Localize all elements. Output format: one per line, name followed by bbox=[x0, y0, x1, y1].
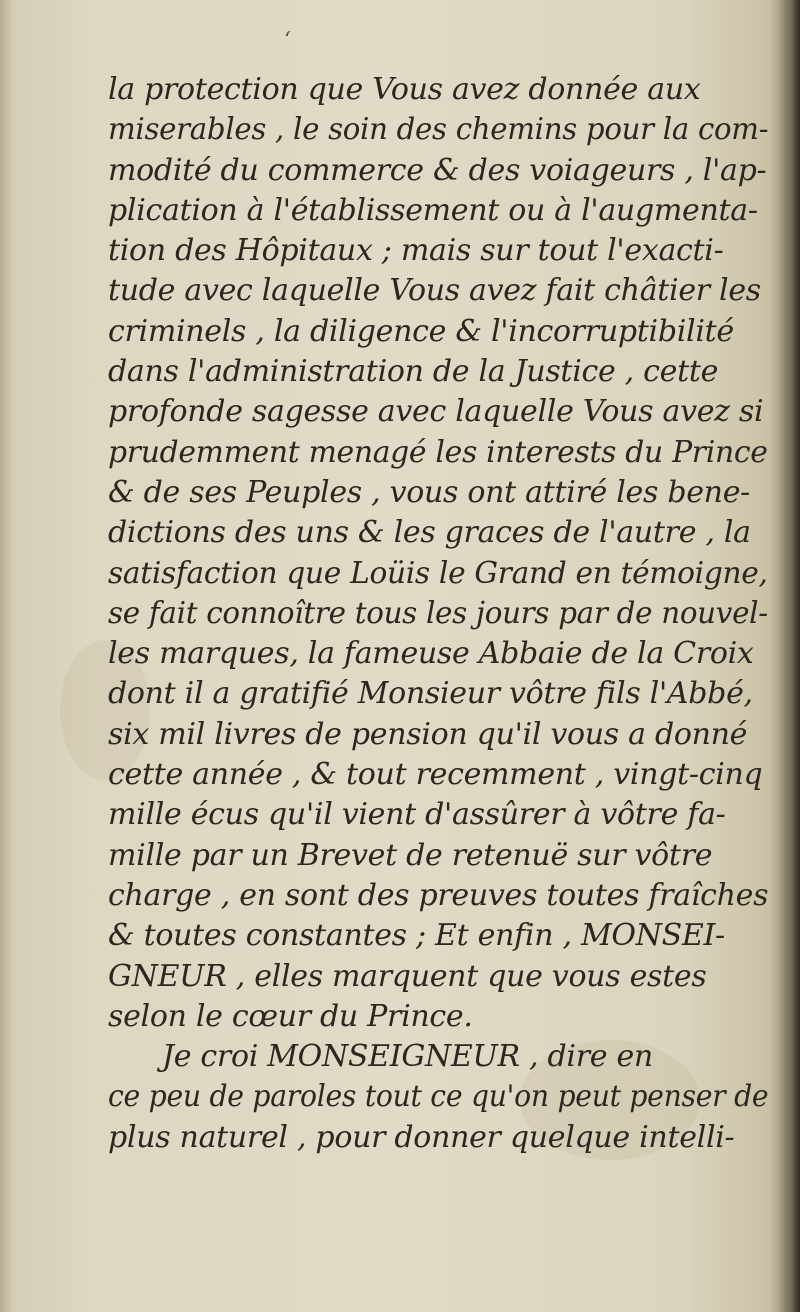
text-line: tion des Hôpitaux ; mais sur tout l'exacti- bbox=[108, 233, 724, 269]
text-line: GNEUR , elles marquent que vous estes bbox=[108, 958, 707, 994]
text-line: plus naturel , pour donner quelque intelli- bbox=[108, 1119, 735, 1155]
text-line: plication à l'établissement ou à l'augmenta- bbox=[108, 192, 758, 228]
text-line: six mil livres de pension qu'il vous a donné bbox=[108, 716, 748, 752]
text-line: mille écus qu'il vient d'assûrer à vôtre fa- bbox=[108, 797, 726, 833]
text-line: charge , en sont des preuves toutes fraîches bbox=[108, 877, 769, 913]
text-line: la protection que Vous avez donnée aux bbox=[108, 72, 701, 107]
text-line: dans l'administration de la Justice , cette bbox=[108, 354, 719, 390]
text-line: ce peu de paroles tout ce qu'on peut penser de bbox=[108, 1079, 769, 1115]
text-line: dont il a gratifié Monsieur vôtre fils l'Abbé, bbox=[108, 676, 753, 712]
text-line: modité du commerce & des voiageurs , l'ap- bbox=[108, 152, 767, 188]
binding-gutter bbox=[778, 0, 800, 1312]
text-line: cette année , & tout recemment , vingt-cinq bbox=[108, 757, 763, 793]
text-line: profonde sagesse avec laquelle Vous avez si bbox=[108, 394, 764, 430]
text-line: mille par un Brevet de retenuë sur vôtre bbox=[108, 837, 713, 873]
body-text bbox=[108, 70, 768, 1158]
text-line: & toutes constantes ; Et enfin , MONSEI- bbox=[108, 918, 725, 954]
text-line: & de ses Peuples , vous ont attiré les bene- bbox=[108, 474, 750, 510]
text-line: prudemment menagé les interests du Prince bbox=[108, 434, 768, 470]
top-mark: ‘ bbox=[284, 28, 291, 53]
text-line: selon le cœur du Prince. bbox=[108, 998, 473, 1034]
paragraph-start-line: Je croi MONSEIGNEUR , dire en bbox=[162, 1039, 653, 1075]
page-edge-shadow bbox=[0, 0, 14, 1312]
text-line: criminels , la diligence & l'incorruptibilité bbox=[108, 313, 734, 349]
text-line: se fait connoître tous les jours par de nouvel- bbox=[108, 595, 768, 631]
text-line: les marques, la fameuse Abbaie de la Croix bbox=[108, 636, 754, 672]
text-line: dictions des uns & les graces de l'autre , la bbox=[108, 515, 751, 551]
text-line: satisfaction que Loüis le Grand en témoigne, bbox=[108, 555, 768, 591]
text-line: tude avec laquelle Vous avez fait châtier les bbox=[108, 273, 761, 309]
text-line: miserables , le soin des chemins pour la com- bbox=[108, 112, 769, 148]
